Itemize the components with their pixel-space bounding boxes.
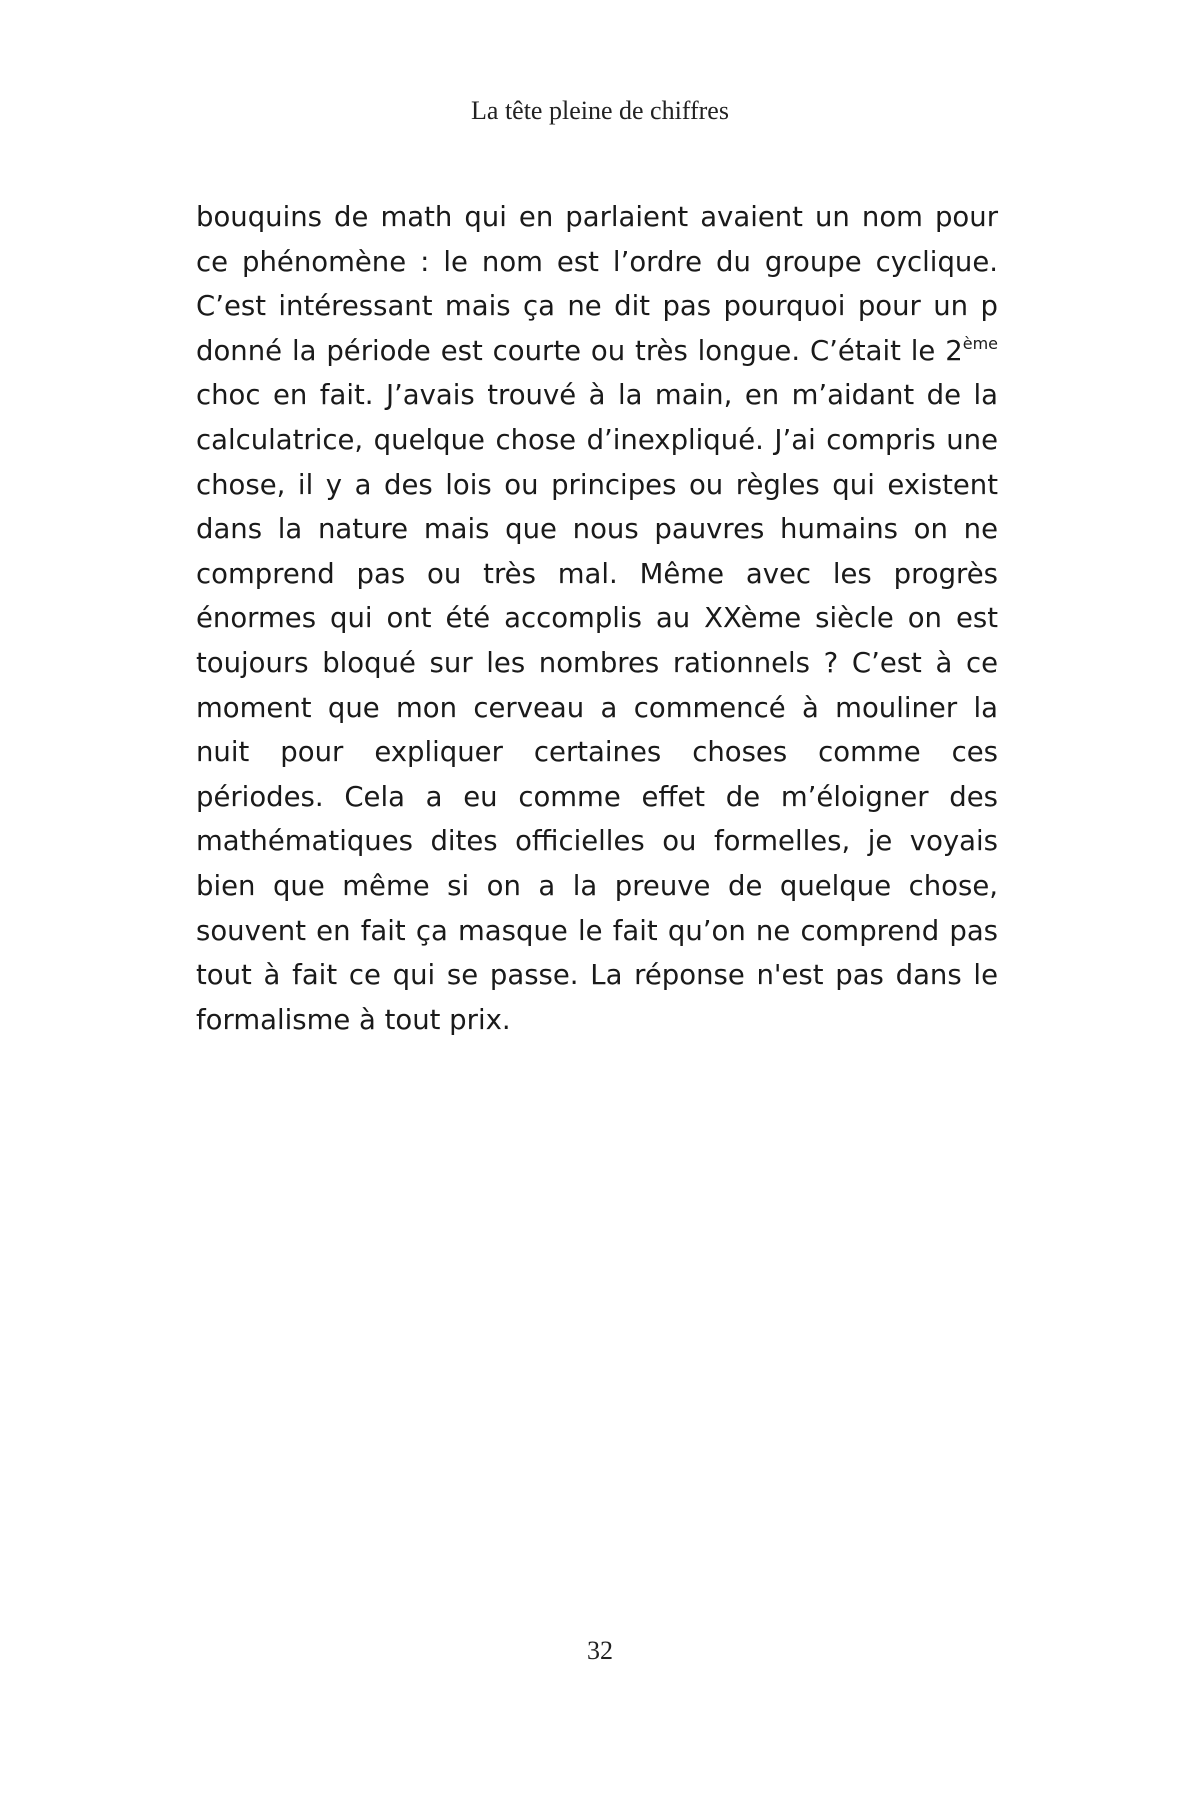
text-line: moment que mon cerveau a commencé à mouliner la [196, 691, 998, 724]
text-line: toujours bloqué sur les nombres rationnels ? C’est à ce [196, 646, 998, 679]
text-line: bouquins de math qui en parlaient avaient un nom pour [196, 201, 998, 233]
text-line: mathématiques dites officielles ou formelles, je voyais [196, 825, 998, 858]
text-line: calculatrice, quelque chose d’inexpliqué. J’ai compris une [196, 423, 998, 456]
text-line: C’est intéressant mais ça ne dit pas pourquoi pour un p [196, 290, 998, 323]
page-number: 32 [587, 1636, 613, 1665]
text-line: périodes. Cela a eu comme effet de m’éloigner des [196, 780, 998, 813]
text-line: tout à fait ce qui se passe. La réponse n'est pas dans le [196, 959, 998, 992]
text-line: dans la nature mais que nous pauvres humains on ne [196, 513, 998, 546]
text-line: énormes qui ont été accomplis au XXème siècle on est [196, 602, 998, 635]
text-line: ce phénomène : le nom est l’ordre du groupe cyclique. [196, 245, 998, 278]
text-line-segment: donné la période est courte ou très longue. C’était le 2 [196, 334, 963, 367]
text-line-with-superscript [196, 329, 998, 374]
body-text [196, 195, 998, 1042]
running-header: La tête pleine de chiffres [471, 96, 729, 125]
text-line: souvent en fait ça masque le fait qu’on ne comprend pas [196, 914, 998, 947]
text-line: comprend pas ou très mal. Même avec les progrès [196, 557, 998, 590]
text-line: chose, il y a des lois ou principes ou règles qui existent [196, 468, 998, 501]
text-line: choc en fait. J’avais trouvé à la main, en m’aidant de la [196, 379, 998, 412]
ordinal-superscript: ème [962, 333, 998, 353]
text-line-last: formalisme à tout prix. [196, 1003, 511, 1036]
text-line: nuit pour expliquer certaines choses comme ces [196, 736, 998, 769]
text-line: bien que même si on a la preuve de quelque chose, [196, 869, 998, 902]
